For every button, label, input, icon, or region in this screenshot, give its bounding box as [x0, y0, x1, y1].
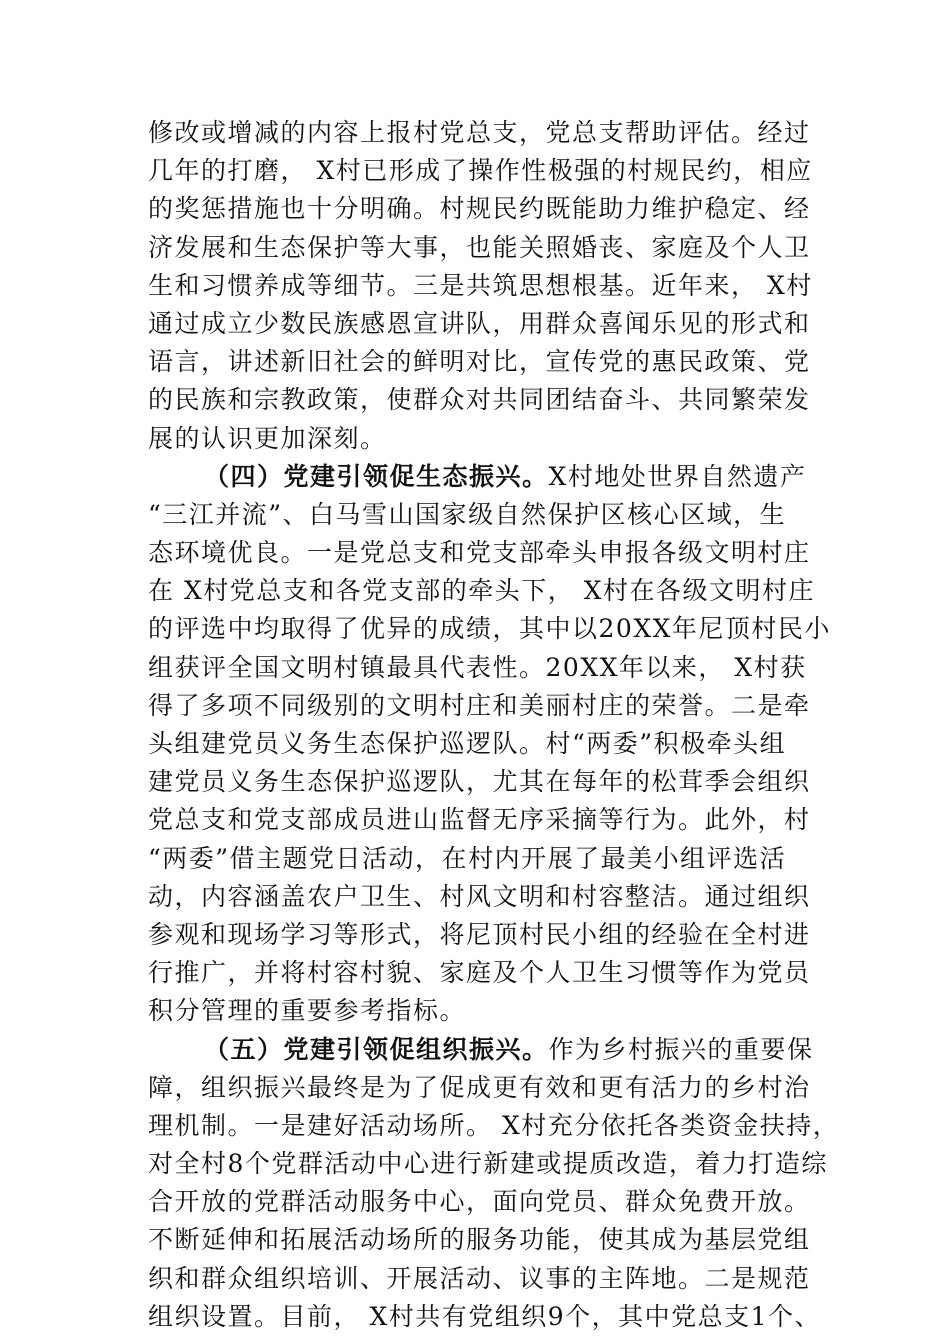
paragraph-text: 的评选中均取得了优异的成绩，其中以20XX年尼顶村民小 [148, 614, 831, 644]
paragraph-text: 语言，讲述新旧社会的鲜明对比，宣传党的惠民政策、党 [148, 347, 811, 377]
text-line [148, 916, 828, 954]
text-line [148, 954, 828, 992]
text-line [148, 1031, 828, 1069]
text-line [148, 1107, 840, 1145]
paragraph-text: 得了多项不同级别的文明村庄和美丽村庄的荣誉。二是牵 [148, 690, 811, 720]
paragraph-text: 的奖惩措施也十分明确。村规民约既能助力维护稳定、经 [148, 194, 811, 224]
paragraph-text: 党总支和党支部成员进山监督无序采摘等行为。此外，村 [148, 805, 811, 835]
text-line [148, 725, 828, 763]
text-line [148, 687, 828, 725]
text-line [148, 496, 828, 534]
paragraph-text: “两委”借主题党日活动，在村内开展了最美小组评选活 [148, 843, 787, 873]
text-line [148, 381, 828, 419]
paragraph-text: 在 X村党总支和各党支部的牵头下， X村在各级文明村庄 [148, 576, 815, 606]
text-line [148, 1183, 828, 1221]
text-line [148, 1221, 828, 1259]
text-line [148, 534, 828, 572]
text-line [148, 229, 828, 267]
text-line [148, 267, 828, 305]
paragraph-text: 济发展和生态保护等大事，也能关照婚丧、家庭及个人卫 [148, 232, 811, 262]
text-line [148, 1145, 828, 1183]
paragraph-text: 障，组织振兴最终是为了促成更有效和更有活力的乡村治 [148, 1072, 811, 1102]
text-line [148, 343, 828, 381]
text-line [148, 152, 828, 190]
paragraph-text: 行推广，并将村容村貌、家庭及个人卫生习惯等作为党员 [148, 958, 811, 988]
text-line [148, 610, 831, 648]
paragraph-text: 理机制。一是建好活动场所。 X村充分依托各类资金扶持， [148, 1110, 840, 1140]
paragraph-text: 展的认识更加深刻。 [148, 423, 387, 453]
text-line [148, 801, 828, 839]
text-line [148, 878, 828, 916]
paragraph-text: 生和习惯养成等细节。三是共筑思想根基。近年来， X村 [148, 270, 813, 300]
paragraph-text: 参观和现场学习等形式，将尼顶村民小组的经验在全村进 [148, 919, 811, 949]
paragraph-text: 织和群众组织培训、开展活动、议事的主阵地。二是规范 [148, 1263, 811, 1293]
paragraph-text: 作为乡村振兴的重要保 [548, 1034, 814, 1064]
paragraph-text: 组获评全国文明村镇最具代表性。20XX年以来， X村获 [148, 652, 807, 682]
text-line [148, 763, 828, 801]
paragraph-text: 积分管理的重要参考指标。 [148, 996, 467, 1026]
paragraph-text: “三江并流”、白马雪山国家级自然保护区核心区域，生 [148, 499, 787, 529]
text-line [148, 1069, 828, 1107]
paragraph-text: 修改或增减的内容上报村党总支，党总支帮助评估。经过 [148, 118, 811, 147]
paragraph-text: 建党员义务生态保护巡逻队，尤其在每年的松茸季会组织 [148, 767, 811, 797]
text-line [148, 572, 828, 610]
paragraph-text: 对全村8个党群活动中心进行新建或提质改造，着力打造综 [148, 1149, 828, 1179]
paragraph-text: X村地处世界自然遗产 [548, 461, 807, 491]
text-line [148, 992, 828, 1030]
text-line [148, 190, 828, 228]
text-line [148, 1260, 828, 1298]
paragraph-text: 态环境优良。一是党总支和党支部牵头申报各级文明村庄 [148, 538, 811, 568]
paragraph-text: 几年的打磨， X村已形成了操作性极强的村规民约，相应 [148, 156, 813, 186]
paragraph-text: 通过成立少数民族感恩宣讲队，用群众喜闻乐见的形式和 [148, 308, 811, 338]
paragraph-text: 动，内容涵盖农户卫生、村风文明和村容整洁。通过组织 [148, 881, 811, 911]
paragraph-text: 组织设置。目前， X村共有党组织9个，其中党总支1个、 [148, 1301, 822, 1331]
text-line [148, 1298, 828, 1336]
text-line [148, 420, 828, 458]
body-text [148, 114, 840, 1336]
section-heading: （五）党建引领促组织振兴。 [204, 1034, 549, 1064]
paragraph-text: 头组建党员义务生态保护巡逻队。村“两委”积极牵头组 [148, 729, 787, 758]
text-line [148, 458, 828, 496]
paragraph-text: 合开放的党群活动服务中心，面向党员、群众免费开放。 [148, 1187, 811, 1217]
paragraph-text: 的民族和宗教政策，使群众对共同团结奋斗、共同繁荣发 [148, 385, 811, 415]
section-heading: （四）党建引领促生态振兴。 [204, 461, 549, 491]
text-line [148, 649, 828, 687]
text-line [148, 114, 828, 152]
paragraph-text: 不断延伸和拓展活动场所的服务功能，使其成为基层党组 [148, 1225, 811, 1255]
text-line [148, 840, 828, 878]
text-line [148, 305, 828, 343]
